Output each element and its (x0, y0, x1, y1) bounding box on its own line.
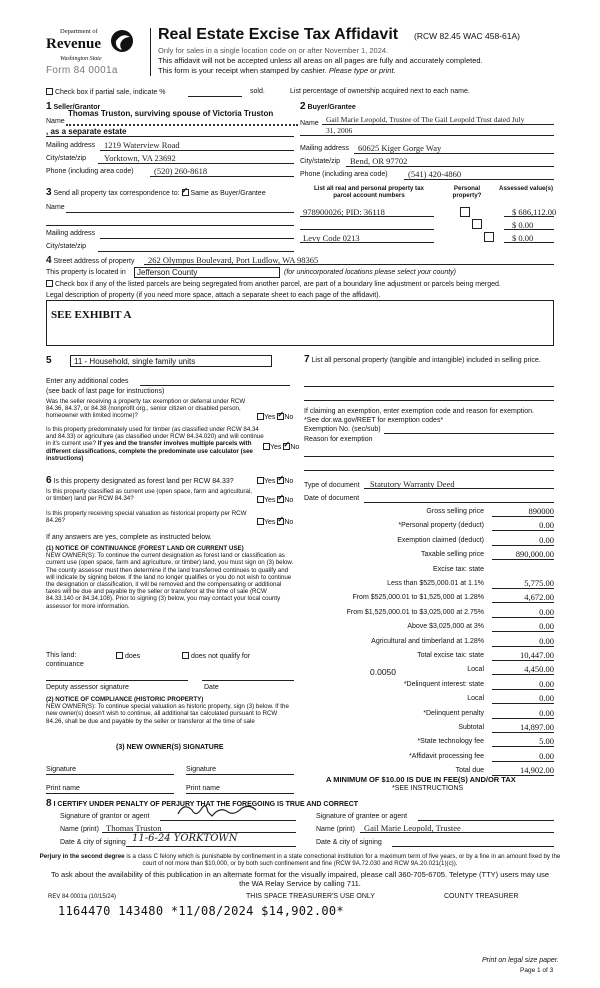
seller-mailing-line (100, 150, 294, 151)
seller-phone-label: Phone (including area code) (46, 168, 134, 175)
section7-num: 7 (304, 354, 310, 365)
tax-row-value[interactable]: 890000 (492, 506, 554, 517)
tax-row (300, 635, 554, 650)
tax-row-label: *Delinquent penalty (423, 709, 484, 717)
forest-yes-checkbox[interactable] (257, 477, 264, 484)
tax-row-label: Total due (455, 767, 484, 775)
tax-row-label: *State technology fee (417, 738, 484, 746)
current-use-answers (257, 496, 293, 504)
land-use-select[interactable] (70, 355, 272, 367)
tax-row (300, 580, 554, 592)
section3-name-line[interactable] (66, 212, 294, 213)
reason-line-1[interactable] (304, 456, 554, 457)
new-owner-sig-line-1[interactable] (46, 774, 174, 775)
sold-label: sold. (250, 88, 265, 95)
q2-yes-checkbox[interactable] (263, 443, 270, 450)
buyer-name-line1[interactable]: Gail Marie Leopold, Trustee of The Gail Leopold Trust dated July (326, 115, 525, 124)
tax-row-label: Agricultural and timberland at 1.28% (371, 637, 484, 645)
new-owner-print-label-2: Print name (186, 785, 220, 792)
notice1-title: (1) NOTICE OF CONTINUANCE (FOREST LAND OR CURRENT USE) (46, 545, 244, 552)
certify-text: I CERTIFY UNDER PENALTY OF PERJURY THAT THE FOREGOING IS TRUE AND CORRECT (53, 801, 359, 808)
grantor-signature[interactable] (172, 800, 262, 822)
tax-row (300, 594, 554, 606)
personal-col-header: Personal property? (452, 185, 482, 200)
grantee-name[interactable]: Gail Marie Leopold, Trustee (364, 823, 461, 833)
personal-property-line-2[interactable] (304, 400, 554, 401)
seller-heading-label: Seller/Grantor (53, 104, 101, 111)
street-address-line (144, 264, 554, 265)
tax-row-value[interactable]: 0.00 (492, 636, 554, 647)
doc-date-line[interactable] (364, 502, 554, 503)
tax-row-value[interactable]: 0.00 (492, 621, 554, 632)
tax-row-label: Gross selling price (426, 508, 484, 515)
segregated-checkbox[interactable] (46, 280, 53, 287)
tax-row-label: Local (467, 695, 484, 703)
rev-number: REV 84 0001a (10/15/24) (48, 894, 117, 900)
tax-row-label: Less than $525,000.01 at 1.1% (387, 580, 484, 587)
grantee-sig-label: Signature of grantee or agent (316, 813, 408, 820)
legal-description-box[interactable] (46, 300, 554, 346)
parcel-line-1 (300, 216, 434, 217)
buyer-name-underline (322, 124, 554, 125)
seller-name-line2[interactable]: , as a separate estate (46, 127, 127, 136)
parcel-line-3 (300, 242, 434, 243)
notice2 (46, 696, 296, 725)
section3-city-line[interactable] (98, 251, 294, 252)
page-number: Page 1 of 3 (520, 967, 554, 974)
seller-num: 1 (46, 101, 52, 112)
header-note3-text: This form is your receipt when stamped by cashier. (158, 66, 327, 75)
section3-mailing-label: Mailing address (46, 230, 96, 237)
tax-row (300, 623, 554, 635)
tax-row-label: Excise tax: state (433, 565, 484, 573)
forest-question: Is this property designated as forest land per RCW 84.33? (53, 478, 234, 485)
seller-name-underline (66, 124, 298, 126)
seller-phone[interactable]: (520) 260-8618 (154, 166, 208, 176)
grantee-name-label: Name (print) (316, 826, 355, 833)
q1-yes-checkbox[interactable] (257, 413, 264, 420)
additional-codes-line[interactable] (140, 385, 290, 386)
header-note3 (158, 66, 396, 75)
segregated-label: Check box if any of the listed parcels are being segregated from another parcel, are part of a boundary line adjustment or parcels being merged. (54, 281, 501, 288)
tax-row (300, 508, 554, 520)
buyer-name-line2[interactable]: 31, 2006 (326, 126, 353, 135)
new-owner-print-line-2[interactable] (186, 793, 294, 794)
dept-line1: Department of (60, 28, 98, 35)
does-not-option (182, 652, 250, 660)
q2-no-checkbox[interactable] (283, 443, 290, 450)
section5-num: 5 (46, 355, 52, 366)
doc-type[interactable]: Statutory Warranty Deed (370, 479, 455, 489)
personal-checkbox-1[interactable] (460, 207, 470, 217)
statute-ref: (RCW 82.45 WAC 458-61A) (414, 31, 520, 41)
header-divider (150, 28, 151, 76)
tax-row-value[interactable]: 0.00 (492, 520, 554, 531)
grantor-date-city[interactable]: 11-6-24 YORKTOWN (132, 833, 238, 844)
street-address[interactable]: 262 Olympus Boulevard, Port Ludlow, WA 98365 (148, 255, 319, 265)
dept-line2: Revenue (46, 36, 101, 52)
print-legal: Print on legal size paper. (482, 957, 559, 964)
grantee-date-label: Date & city of signing (316, 839, 382, 846)
list-pct-note: List percentage of ownership acquired next to each name. (290, 88, 470, 95)
county-select[interactable] (134, 267, 280, 278)
county-value: Jefferson County (137, 268, 198, 277)
does-not-label: does not qualify for (190, 653, 251, 660)
exemption-no-line[interactable] (384, 433, 554, 434)
tax-row-value[interactable]: 0.00 (492, 535, 554, 546)
tax-row (300, 707, 554, 722)
timber-question-text: Is this property predominately used for timber (as classified under RCW 84.34 and 84.33) or agriculture (as classified under RCW 84.34.020) and will continue in it's current use? (46, 426, 264, 448)
header-note1: Only for sales in a single location code on or after November 1, 2024. (158, 46, 389, 55)
if-yes-note: If any answers are yes, complete as instructed below. (46, 534, 212, 541)
deputy-date-line[interactable] (202, 680, 294, 681)
tax-row-value[interactable]: 0.00 (492, 607, 554, 618)
seller-city[interactable]: Yorktown, VA 23692 (104, 153, 176, 163)
buyer-name-label: Name (300, 120, 319, 127)
assessed-value-2[interactable]: $ 0.00 (512, 220, 534, 230)
q2-answers (263, 443, 299, 451)
notice3-title: (3) NEW OWNER(S) SIGNATURE (116, 744, 224, 751)
buyer-mailing-label: Mailing address (300, 145, 350, 152)
legal-description: SEE EXHIBIT A (51, 309, 132, 321)
seller-mailing-label: Mailing address (46, 142, 96, 149)
new-owner-sig-line-2[interactable] (186, 774, 294, 775)
exemption-question: Was the seller receiving a property tax exemption or deferral under RCW 84.36, 84.37, or 84.38 (nonprofit org., senior citizen or disabled person, homeowner with limited income)? (46, 398, 246, 420)
new-owner-sig-label-1: Signature (46, 766, 76, 773)
tax-row-value[interactable]: 14,902.00 (492, 765, 554, 776)
tax-row (300, 522, 554, 534)
grantor-sig-label: Signature of grantor or agent (60, 813, 150, 820)
seller-name-label: Name (46, 118, 65, 125)
personal-checkbox-3[interactable] (484, 232, 494, 242)
buyer-num: 2 (300, 101, 306, 112)
section8-num: 8 (46, 798, 52, 809)
tax-row-value[interactable]: 0.00 (492, 751, 554, 762)
tax-row-value[interactable]: 10,447.00 (492, 650, 554, 661)
wa-logo-icon (108, 28, 136, 54)
partial-pct-line (188, 96, 242, 97)
buyer-heading-label: Buyer/Grantee (307, 104, 356, 111)
tax-row (300, 666, 554, 678)
does-label: does (124, 653, 141, 660)
seller-name2-underline (46, 136, 294, 137)
form-title: Real Estate Excise Tax Affidavit (158, 26, 399, 43)
tax-row-label: From $525,000.01 to $1,525,000 at 1.28% (352, 594, 484, 602)
deputy-sig-line[interactable] (46, 680, 188, 681)
section3-text: Send all property tax correspondence to: (53, 190, 180, 197)
new-owner-sig-label-2: Signature (186, 766, 216, 773)
tax-row (300, 566, 554, 578)
historic-no-checkbox[interactable] (277, 518, 284, 525)
tax-row (300, 724, 554, 736)
land-use-value: 11 - Household, single family units (74, 357, 196, 366)
this-land-label: This land: (46, 652, 77, 659)
street-address-label: Street address of property (53, 258, 135, 265)
tax-row (300, 606, 554, 621)
perjury-notice (34, 853, 566, 867)
segregated-row (46, 280, 501, 288)
forest-no-checkbox[interactable] (277, 477, 284, 484)
reason-line-2[interactable] (304, 470, 554, 471)
does-not-checkbox[interactable] (182, 652, 189, 659)
tax-row (300, 652, 554, 664)
buyer-mailing-line (354, 153, 554, 154)
timber-question (46, 426, 270, 462)
minimum-due: A MINIMUM OF $10.00 IS DUE IN FEE(S) AND/OR TAX (326, 775, 516, 784)
form-number: Form 84 0001a (46, 65, 118, 76)
doc-type-label: Type of document (304, 482, 360, 489)
partial-sale-row (46, 88, 165, 96)
current-use-yes-label: Yes (264, 497, 276, 504)
grantor-name[interactable]: Thomas Truston (106, 823, 162, 833)
section3-name-line2[interactable] (46, 225, 294, 226)
dept-line3: Washington State (60, 56, 102, 62)
buyer-mailing[interactable]: 60625 Kiger Gorge Way (358, 143, 442, 153)
reason-label: Reason for exemption (304, 436, 373, 443)
historic-no-label: No (284, 519, 294, 526)
assessed-line-1 (504, 216, 554, 217)
q1-no-checkbox[interactable] (277, 413, 284, 420)
assessed-line-3 (504, 242, 554, 243)
codes-note: (see back of last page for instructions) (46, 388, 165, 395)
notice1 (46, 545, 296, 610)
doc-type-line (364, 488, 554, 489)
parcel-number-1[interactable]: 978900026; PID: 36118 (303, 207, 385, 217)
tax-row-value[interactable]: 5,775.00 (492, 578, 554, 589)
tax-row-label: Exemption claimed (deduct) (397, 536, 484, 544)
seller-city-label: City/state/zip (46, 155, 87, 162)
seller-phone-line (150, 176, 294, 177)
legal-description-label: Legal description of property (if you need more space, attach a separate sheet to each page of the affidavit). (46, 292, 381, 299)
cashier-stamp: 1164470 143480 *11/08/2024 $14,902.00* (58, 904, 344, 918)
partial-sale-checkbox[interactable] (46, 88, 53, 95)
historic-answers (257, 518, 293, 526)
tax-row-label: Taxable selling price (420, 551, 484, 559)
tax-row-label: Local (467, 666, 484, 674)
section3-num: 3 (46, 187, 52, 198)
parcel-line-2[interactable] (300, 229, 434, 230)
exemption-link: *See dor.wa.gov/REET for exemption codes* (304, 417, 444, 424)
assessed-value-1[interactable]: $ 686,112.00 (512, 207, 557, 217)
treasurer-use: THIS SPACE TREASURER'S USE ONLY (246, 893, 375, 900)
q1-no-label: No (284, 414, 294, 421)
timber-question-note: If yes and the transfer involves multiple parcels with different classifications, complete the predominate use calculator (see instructions) (46, 440, 254, 462)
tax-row-value[interactable]: 0.00 (492, 708, 554, 719)
header-note2: This affidavit will not be accepted unless all areas on all pages are fully and accurately completed. (158, 56, 483, 65)
notice1-text: NEW OWNER(S): To continue the current designation as forest land or classification as current use (open space, farm and agriculture, or timber) land, you must sign on (3) below. The county assessor must then determine if the land transferred continues to qualify and will indicate by signing below. If the land no longer qualifies or you do not wish to continue the designation or classification, it will be removed and the compensating or additional taxes will be due and payable by the seller or transferor at the time of sale (RCW 84.33.140 or 84.34.108). Prior to signing (3) below, you may contact your local county assessor for more information. (46, 552, 294, 610)
tax-row-label: *Delinquent interest: state (403, 680, 484, 688)
section7-text: List all personal property (tangible and intangible) included in selling price. (311, 357, 541, 364)
tax-row (300, 551, 554, 563)
historic-yes-label: Yes (264, 519, 276, 526)
same-as-buyer-label: Same as Buyer/Grantee (190, 190, 266, 197)
tax-row-value[interactable]: 890,000.00 (492, 549, 554, 560)
tax-row-value[interactable]: 5.00 (492, 736, 554, 747)
tax-row (300, 678, 554, 693)
parcel-col-header: List all real and personal property tax parcel account numbers (313, 185, 425, 200)
tax-row-value[interactable]: 0.00 (492, 679, 554, 690)
new-owner-print-line-1[interactable] (46, 793, 174, 794)
section4-street-row (46, 255, 134, 266)
current-use-yes-checkbox[interactable] (257, 496, 264, 503)
assessed-value-3[interactable]: $ 0.00 (512, 233, 534, 243)
q2-yes-label: Yes (270, 444, 282, 451)
personal-checkbox-2[interactable] (472, 219, 482, 229)
accessibility-notice: To ask about the availability of this publication in an alternate format for the visually impaired, please call 360-705-6705. Teletype (TTY) users may use the WA Relay Service by calling 711. (50, 870, 550, 888)
same-as-buyer-checkbox[interactable] (182, 189, 189, 196)
tax-row-value[interactable]: 4,450.00 (492, 664, 554, 675)
tax-row-value[interactable]: 14,897.00 (492, 722, 554, 733)
section3-mailing-line[interactable] (100, 238, 294, 239)
current-use-no-checkbox[interactable] (277, 496, 284, 503)
deputy-date-label: Date (204, 684, 219, 691)
tax-row-label: *Affidavit processing fee (409, 752, 484, 760)
assessed-col-header: Assessed value(s) (499, 185, 553, 192)
tax-row-value[interactable]: 0.00 (492, 693, 554, 704)
tax-row-value[interactable]: 4,672.00 (492, 592, 554, 603)
section6-q1-row (46, 475, 234, 486)
grantor-date-label: Date & city of signing (60, 839, 126, 846)
current-use-no-label: No (284, 497, 294, 504)
section3-name-label: Name (46, 204, 65, 211)
exemption-no-label: Exemption No. (sec/sub) (304, 426, 381, 433)
new-owner-print-label-1: Print name (46, 785, 80, 792)
continuance-label: continuance (46, 661, 84, 668)
buyer-phone-line (404, 179, 554, 180)
doc-date-label: Date of document (304, 495, 360, 502)
seller-name-line1[interactable]: Thomas Truston, surviving spouse of Victoria Truston (68, 109, 274, 118)
section6-num: 6 (46, 475, 52, 486)
grantee-date-line[interactable] (392, 846, 554, 847)
tax-row-label: Total excise tax: state (417, 652, 484, 659)
buyer-phone[interactable]: (541) 420-4860 (408, 169, 462, 179)
tax-row (300, 750, 554, 765)
notice2-text: NEW OWNER(S): To continue special valuation as historic property, sign (3) below. If the new owner(s) doesn't wish to continue, all additional tax calculated pursuant to RCW 84.26, shall be due and payable by the seller or transferor at the time of sale (46, 703, 289, 725)
historic-question: Is this property receiving special valuation as historical property per RCW 84.26? (46, 510, 247, 525)
historic-yes-checkbox[interactable] (257, 518, 264, 525)
forest-no-label: No (284, 478, 294, 485)
grantor-name-label: Name (print) (60, 826, 99, 833)
current-use-question: Is this property classified as current use (open space, farm and agricultural, or timber) land per RCW 84.34? (46, 488, 253, 503)
buyer-city-label: City/state/zip (300, 158, 341, 165)
seller-city-line (98, 163, 294, 164)
buyer-heading (300, 101, 356, 112)
unincorporated-note: (for unincorporated locations please select your county) (284, 269, 456, 276)
grantor-date-line (126, 846, 296, 847)
perjury-text: is a class C felony which is punishable by confinement in a state correctional institution for a maximum term of five years, or by a fine in an amount fixed by the court of not more than $10,000, or by both such confinement and fine (RCW 9A.72.030 and RCW 9A.20.021(1)(c)). (126, 853, 561, 868)
section3-heading (46, 187, 266, 198)
tax-row (300, 695, 554, 707)
tax-row-label: Above $3,025,000 at 3% (407, 623, 484, 631)
section3-city-label: City/state/zip (46, 243, 87, 250)
deputy-sig-label: Deputy assessor signature (46, 684, 129, 691)
header-note3-italic: Please type or print. (328, 66, 396, 75)
tax-row (300, 738, 554, 750)
buyer-name2-underline (300, 135, 554, 136)
exemption-text: If claiming an exemption, enter exemption code and reason for exemption. (304, 408, 534, 415)
seller-mailing[interactable]: 1219 Waterview Road (104, 140, 180, 150)
buyer-city-line (346, 166, 554, 167)
tax-row-label: From $1,525,000.01 to $3,025,000 at 2.75% (346, 608, 484, 616)
buyer-phone-label: Phone (including area code) (300, 171, 388, 178)
located-in-label: This property is located in (46, 269, 126, 276)
local-rate: 0.0050 (370, 667, 396, 677)
section4-num: 4 (46, 255, 52, 266)
tax-row-label: Subtotal (458, 724, 484, 731)
tax-row (300, 534, 554, 549)
forest-answers (257, 477, 293, 485)
additional-codes-label: Enter any additional codes (46, 378, 129, 385)
q1-yes-label: Yes (264, 414, 276, 421)
perjury-bold: Perjury in the second degree (39, 853, 125, 860)
personal-property-line-1[interactable] (304, 386, 554, 387)
buyer-city[interactable]: Bend, OR 97702 (350, 156, 408, 166)
assessed-line-2 (504, 229, 554, 230)
section7-heading (304, 355, 554, 365)
see-instructions: *SEE INSTRUCTIONS (392, 785, 464, 792)
notice2-title: (2) NOTICE OF COMPLIANCE (HISTORIC PROPERTY) (46, 696, 204, 703)
grantee-sig-line[interactable] (418, 820, 554, 821)
tax-row-label: *Personal property (deduct) (398, 522, 484, 530)
parcel-number-3[interactable]: Levy Code 0213 (303, 233, 360, 243)
q1-answers (257, 413, 293, 421)
dor-logo (46, 28, 146, 78)
does-option (116, 652, 140, 660)
grantee-name-line (360, 832, 554, 833)
county-treasurer: COUNTY TREASURER (444, 893, 519, 900)
partial-sale-label: Check box if partial sale, indicate % (54, 89, 166, 96)
q2-no-label: No (290, 444, 300, 451)
does-checkbox[interactable] (116, 652, 123, 659)
forest-yes-label: Yes (264, 478, 276, 485)
